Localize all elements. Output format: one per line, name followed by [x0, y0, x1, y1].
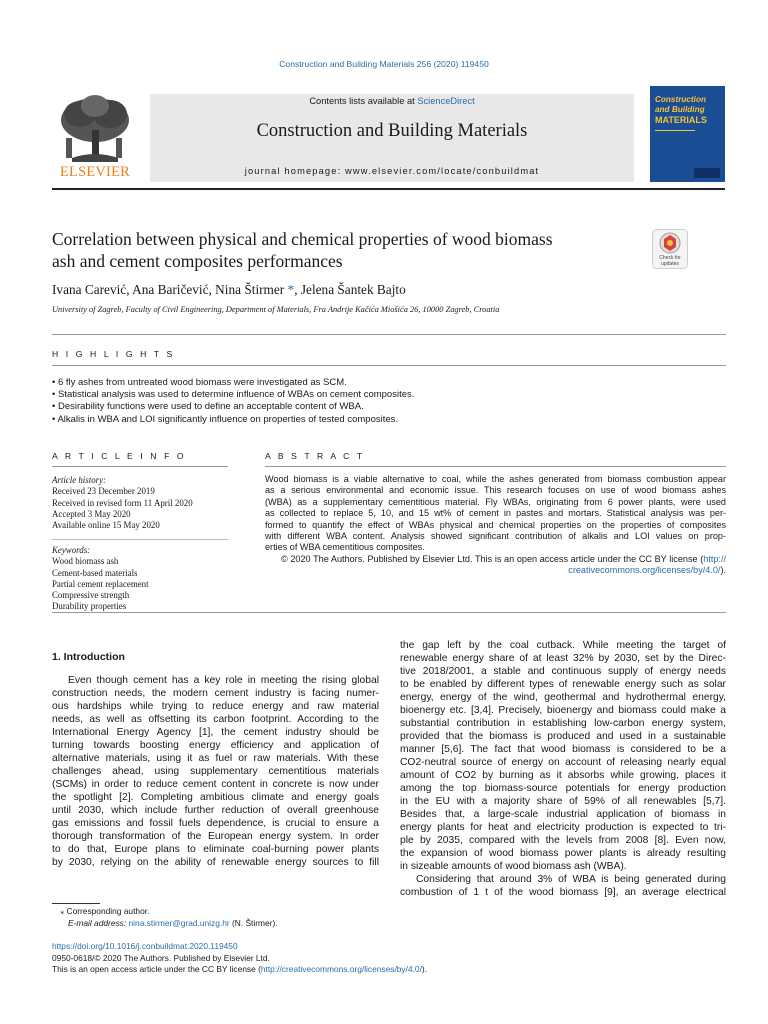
keywords-label: Keywords: — [52, 545, 91, 555]
body-line: by 2030, relying on the ability of renewable energy sources to fill — [52, 857, 379, 868]
history-item: Received 23 December 2019 — [52, 486, 155, 497]
license-line — [265, 554, 726, 565]
body-line: energy plants for heat and electricity production is expected to tri- — [400, 822, 726, 833]
license-end: ). — [720, 565, 726, 576]
body-line: ous hardships while trying to reduce energy and raw material — [52, 701, 379, 712]
issn-line: 0950-0618/© 2020 The Authors. Published by Elsevier Ltd. — [52, 953, 270, 963]
divider — [52, 365, 726, 366]
body-line: CO2-neutral source of energy on account of releasing nearly equal — [400, 757, 726, 768]
svg-text:updates: updates — [661, 261, 679, 267]
divider — [52, 539, 228, 540]
keyword: Wood biomass ash — [52, 556, 119, 567]
keyword: Durability properties — [52, 601, 127, 612]
body-line: until 2030, which include further reduction of overall greenhouse — [52, 805, 379, 816]
highlights-list — [52, 377, 732, 426]
divider — [52, 466, 228, 467]
body-line: thorough transformation of the European energy system. In order — [52, 831, 379, 842]
svg-text:Check for: Check for — [659, 255, 681, 261]
body-line: substantial contribution in establishing low-carbon energy system, — [400, 718, 726, 729]
abstract-line: with different WBA content. Analysis showed significant contribution of alkalis and LOI values on prop- — [265, 531, 726, 542]
abstract-line: erties of WBA cementitious composites. — [265, 542, 425, 553]
journal-title[interactable]: Construction and Building Materials — [256, 121, 528, 141]
license-line — [265, 565, 726, 576]
history-item: Received in revised form 11 April 2020 — [52, 497, 193, 508]
journal-homepage[interactable]: journal homepage: www.elsevier.com/locate/conbuildmat — [244, 166, 540, 176]
body-line: Considering that around 3% of WBA is being generated during — [416, 874, 726, 885]
body-line: alternative materials, using it as fuel or raw materials. With these — [52, 753, 379, 764]
divider — [52, 612, 726, 613]
body-line: energy, energy of the wind, geothermal and hydrothermal energy, — [400, 692, 726, 703]
history-label: Article history: — [52, 475, 106, 485]
oa-prefix: This is an open access article under the CC BY license ( — [52, 964, 261, 974]
authors-part: Ivana Carević, Ana Baričević, Nina Štirmer — [52, 282, 285, 297]
abstract-body — [265, 474, 726, 577]
contents-line — [150, 96, 634, 106]
highlight-item: • 6 fly ashes from untreated wood biomass were investigated as SCM. — [52, 377, 347, 388]
contents-prefix: Contents lists available at — [309, 96, 418, 106]
highlights-label: H I G H L I G H T S — [52, 349, 175, 359]
elsevier-wordmark[interactable]: ELSEVIER — [59, 164, 131, 180]
section-heading: 1. Introduction — [52, 651, 125, 663]
body-line: the expansion of wood biomass power plants is already resulting — [400, 848, 726, 859]
cover-title-line1: Construction — [655, 95, 706, 104]
abstract-label: A B S T R A C T — [265, 451, 365, 461]
email-suffix: (N. Štirmer). — [229, 918, 278, 928]
body-line: needs, as well as offsetting its carbon footprint. According to the — [52, 714, 379, 725]
crossmark-icon[interactable] — [652, 229, 688, 269]
history-item: Accepted 3 May 2020 — [52, 508, 131, 519]
keyword: Compressive strength — [52, 590, 130, 601]
history-item: Available online 15 May 2020 — [52, 520, 160, 531]
divider — [52, 334, 726, 335]
body-line: Besides that, a large-scale industrial application of biomass in — [400, 809, 726, 820]
body-line: amount of CO2 by burning as it absorbs while growing, places it — [400, 770, 726, 781]
email-note — [68, 918, 278, 928]
header-rule — [52, 188, 725, 190]
body-line: in sizeable amounts of wood biomass ash (WBA). — [400, 861, 627, 872]
article-title-line: ash and cement composites performances — [52, 251, 343, 271]
keyword: Partial cement replacement — [52, 578, 149, 589]
abstract-line: as a serious environmental and economic issue. This research focuses on use of wood biomass ashes — [265, 485, 726, 496]
body-line: combustion of 1 t of the wood biomass [9], an average electrical — [400, 887, 726, 898]
license-link[interactable]: creativecommons.org/licenses/by/4.0/ — [568, 565, 721, 576]
open-access-line — [52, 964, 427, 974]
body-line: ple by 2035, compared with the levels from 2008 [8]. Even now, — [400, 835, 726, 846]
body-line: provided that the biomass is produced and used in a sustainable — [400, 731, 726, 742]
body-line: turning towards boosting energy efficiency and application of — [52, 740, 379, 751]
license-text: © 2020 The Authors. Published by Elsevier Ltd. This is an open access article under the CC BY license ( — [281, 553, 704, 564]
cover-title-line2: and Building — [655, 105, 705, 114]
authors-part: , Jelena Šantek Bajto — [294, 282, 406, 297]
doi-link[interactable]: https://doi.org/10.1016/j.conbuildmat.2020.119450 — [52, 941, 238, 951]
body-line: bioenergy etc. [3,4]. Precisely, bioenergy and biomass could make a — [400, 705, 726, 716]
body-line: among the top biomass-source potentials for energy production — [400, 783, 726, 794]
article-info-label: A R T I C L E I N F O — [52, 451, 187, 461]
article-title — [52, 228, 652, 272]
body-line: construction needs, the modern cement industry is facing numer- — [52, 688, 379, 699]
body-line: gas emissions and fossil fuels dependence, is crucial to ensure a — [52, 818, 379, 829]
email-link[interactable]: nina.stirmer@grad.unizg.hr — [128, 918, 230, 928]
keyword: Cement-based materials — [52, 567, 138, 578]
cover-title-line3: MATERIALS — [655, 115, 707, 125]
divider — [265, 466, 726, 467]
body-line: in the EU with a majority share of 59% of all renewables [5,7]. — [400, 796, 726, 807]
footnote-rule — [52, 903, 100, 904]
article-title-line: Correlation between physical and chemical properties of wood biomass — [52, 229, 553, 249]
journal-cover[interactable] — [650, 86, 725, 182]
oa-license-link[interactable]: http://creativecommons.org/licenses/by/4.0/ — [260, 964, 422, 974]
article-info — [52, 475, 228, 531]
author-list — [52, 282, 692, 298]
body-line: tive 2018/2001, a stable and continuous supply of energy needs — [400, 666, 726, 677]
body-line: (SCMs) in order to reduce cement content in concrete is now under — [52, 779, 379, 790]
corresponding-note: ⁎ Corresponding author. — [60, 906, 150, 916]
journal-citation[interactable]: Construction and Building Materials 256 (2020) 119450 — [279, 59, 489, 69]
body-line: International Energy Agency [1], the cement industry should be — [52, 727, 379, 738]
body-line: renewable energy share of at least 32% by 2030, set by the Direc- — [400, 653, 726, 664]
oa-suffix: ). — [421, 964, 428, 974]
highlight-item: • Desirability functions were used to define an acceptable content of WBA. — [52, 401, 364, 413]
body-line: the gap left by the coal cutback. While meeting the target of — [400, 640, 726, 651]
license-link[interactable]: http:// — [703, 553, 726, 564]
sciencedirect-link[interactable]: ScienceDirect — [417, 96, 475, 106]
highlight-item: • Alkalis in WBA and LOI significantly influence on properties of tested composites. — [52, 413, 399, 425]
intro-right-column — [400, 639, 726, 899]
abstract-line: (WBA) as a supplementary cementitious material. Fly WBAs, originating from 6 power plants, were used — [265, 496, 726, 507]
email-label: E-mail address: — [68, 918, 129, 928]
abstract-line: formed to quantify the effect of WBAs physical and chemical properties on the properties of composites — [265, 519, 726, 530]
abstract-line: as collected to replace 5, 10, and 15 wt% of cement in pastes and mortars. Statistical analysis was per- — [265, 508, 726, 519]
body-line: challenges ahead, using supplementary cementitious materials — [52, 766, 379, 777]
body-line: to be enabled by different types of renewable energy such as solar — [400, 679, 726, 690]
body-line: manner [5,6]. The fact that wood biomass is considered to be a — [400, 744, 726, 755]
body-line: Even though cement has a key role in meeting the rising global — [68, 675, 379, 686]
affiliation: University of Zagreb, Faculty of Civil Engineering, Department of Materials, Fra Andrije Kačića Miošića 26, 10000 Zagreb, Croatia — [52, 305, 500, 314]
intro-left-column — [52, 674, 379, 869]
abstract-line: Wood biomass is a viable alternative to coal, while the ashes generated from biomass combustion appear — [265, 474, 726, 484]
keywords — [52, 545, 228, 613]
body-line: to do that, Europe plans to eliminate coal-burning power plants — [52, 844, 379, 855]
body-line: the spotlight [2]. Completing ambitious climate and energy goals — [52, 792, 379, 803]
corresponding-author-marker[interactable]: * — [284, 282, 295, 297]
highlight-item: • Statistical analysis was used to determine influence of WBAs on cement composites. — [52, 389, 415, 401]
